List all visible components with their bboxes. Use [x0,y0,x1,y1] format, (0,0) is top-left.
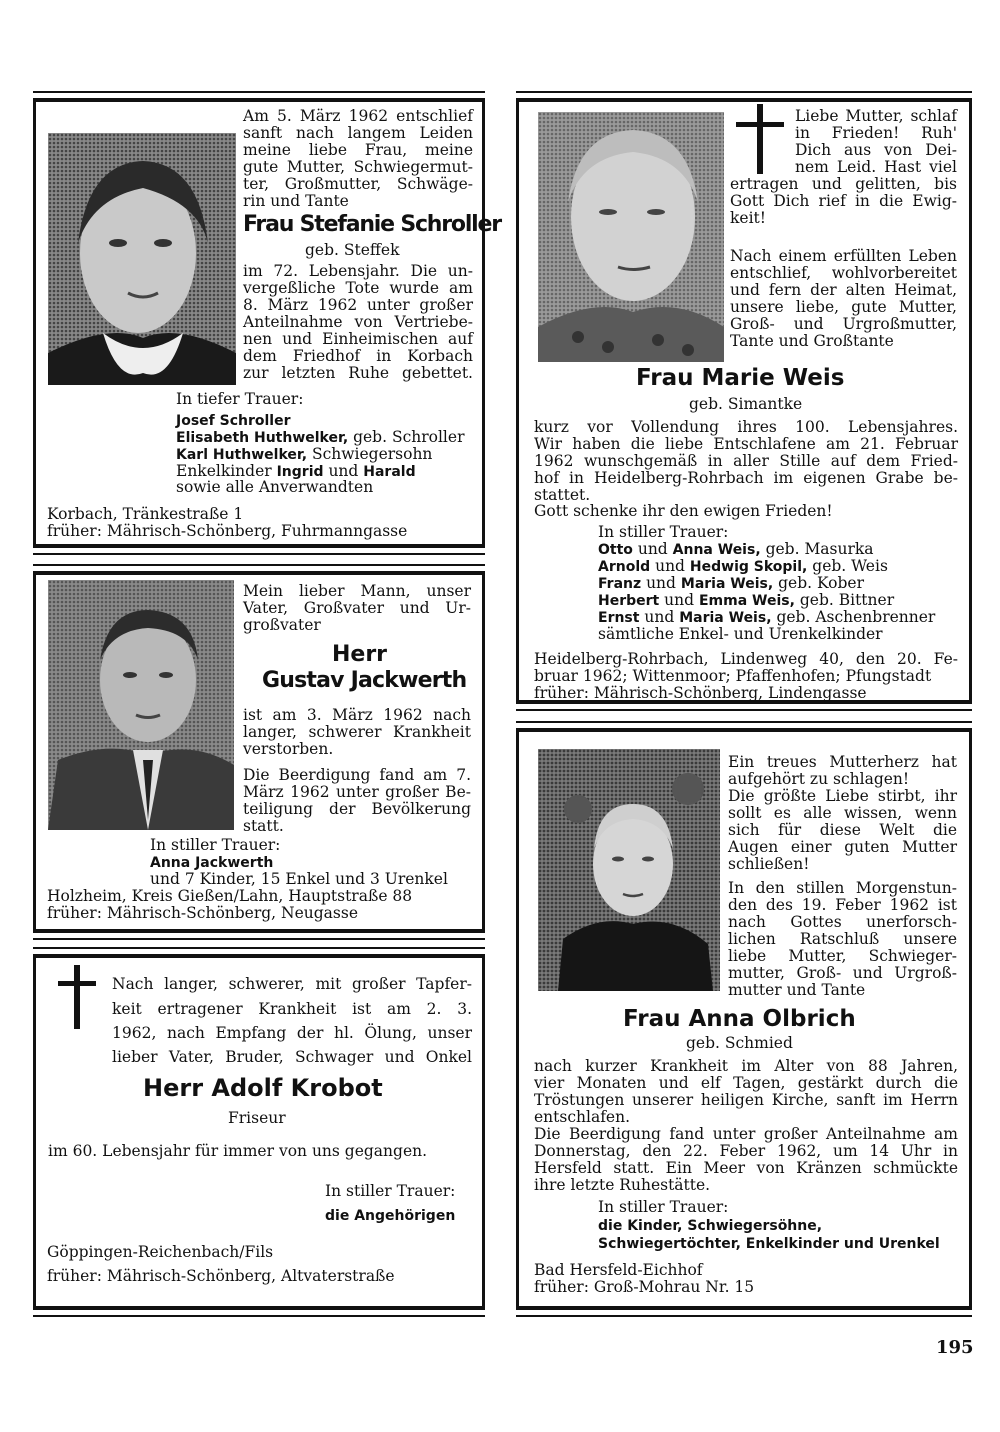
mourner-text: Enkelkinder [176,462,277,480]
intro-line: Die größte Liebe stirbt, ihr [728,787,957,805]
mourner-name: Anna Weis, [672,542,761,558]
intro-line: entschlief, wohlvorbereitet [730,264,957,282]
mourner: Josef Schroller [176,413,291,429]
intro-line: mutter, Groß- und Urgroß- [728,964,957,982]
intro-line: aufgehört zu schlagen! [728,770,910,788]
former-address: früher: Groß-Mohrau Nr. 15 [534,1278,755,1296]
detail-line: stattet. [534,486,591,504]
intro-line: sanft nach langem Leiden [243,124,473,142]
mourner-name: Otto [598,542,633,558]
former-address: früher: Mährisch-Schönberg, Altvaterstraße [47,1267,395,1285]
deceased-name: Frau Anna Olbrich [623,1006,856,1032]
detail-line: hof in Heidelberg-Rohrbach im eigenen Grabe be- [534,469,958,487]
mourner-name: Arnold [598,559,651,575]
funeral-line: Die Beerdigung fand am 7. [243,766,471,784]
cross-icon [736,104,784,174]
mourner-name: Maria Weis, [680,576,774,592]
mourner-name: Elisabeth Huthwelker, [176,430,349,446]
intro-line: ter, Großmutter, Schwäge- [243,175,473,193]
detail-line: Anteilnahme von Vertriebe- [243,313,473,331]
intro-line: nach Gottes unerforsch- [728,913,957,931]
intro-line: Nach langer, schwerer, mit großer Tapfer- [112,975,472,993]
detail-line: Tröstungen unserer heiligen Kirche, sanft im Herrn [534,1091,958,1109]
mourner-relation: geb. Kober [773,574,864,592]
birth-name: geb. Simantke [689,395,803,413]
detail-line: nach kurzer Krankheit im Alter von 88 Jahren, [534,1057,958,1075]
verse-line: nem Leid. Hast viel [795,158,957,176]
mourner-name: Herbert [598,593,660,609]
mourning-header: In stiller Trauer: [325,1182,456,1200]
funeral-line: Die Beerdigung fand unter großer Anteilnahme am [534,1125,958,1143]
intro-line: lieber Vater, Bruder, Schwager und Onkel [112,1048,472,1066]
mourner-name: Emma Weis, [698,593,795,609]
intro-line: schließen! [728,855,810,873]
blessing: Gott schenke ihr den ewigen Frieden! [534,502,833,520]
intro-line: den des 19. Feber 1962 ist [728,896,957,914]
intro-line: Nach einem erfüllten Leben [730,247,957,265]
mourner-name: Harald [363,464,416,480]
mourner [598,558,888,576]
mourner-name: Ernst [598,610,640,626]
detail-line: nen und Einheimischen auf [243,330,473,348]
mourner [598,575,864,593]
detail-line: entschlafen. [534,1108,631,1126]
verse-line: Liebe Mutter, schlaf [795,107,957,125]
page-number: 195 [936,1337,974,1358]
detail-line: dem Friedhof in Korbach [243,347,473,365]
address: Korbach, Tränkestraße 1 [47,505,244,523]
verse-line: Dich aus von Dei- [795,141,957,159]
portrait-photo-schroller [48,133,236,385]
mourner-name: Hedwig Skopil, [689,559,808,575]
deceased-name: Gustav Jackwerth [262,668,467,693]
mourner-text: und [650,557,690,575]
verse-line: Gott Dich rief in die Ewig- [730,192,957,210]
intro-line: In den stillen Morgenstun- [728,879,957,897]
address: Holzheim, Kreis Gießen/Lahn, Hauptstraße 88 [47,887,413,905]
intro-line: Vater, Großvater und Ur- [243,599,471,617]
intro-line: Am 5. März 1962 entschlief [243,107,473,125]
detail-line: im 60. Lebensjahr für immer von uns gegangen. [48,1142,428,1160]
intro-line: liebe Mutter, Schwieger- [728,947,957,965]
former-address: früher: Mährisch-Schönberg, Neugasse [47,904,358,922]
mourner-name: Ingrid [276,464,324,480]
intro-line: großvater [243,616,321,634]
mourner-name: Franz [598,576,642,592]
profession: Friseur [228,1109,286,1127]
deceased-name: Frau Stefanie Schroller [243,212,501,237]
intro-line: Groß- und Urgroßmutter, [730,315,957,333]
mourner [598,609,935,627]
portrait-photo-jackwerth [48,580,234,830]
detail-line: verstorben. [243,740,334,758]
funeral-line: März 1962 unter großer Be- [243,783,471,801]
mourner-relation: geb. Bittner [794,591,895,609]
mourner: sowie alle Anverwandten [176,478,374,496]
mourning-header: In tiefer Trauer: [176,390,304,408]
mourner: Anna Jackwerth [150,855,274,871]
detail-line: 8. März 1962 unter großer [243,296,473,314]
detail-line: ist am 3. März 1962 nach [243,706,471,724]
mourner: sämtliche Enkel- und Urenkelkinder [598,625,883,643]
mourner-name: Karl Huthwelker, [176,447,308,463]
intro-line: keit ertragener Krankheit ist am 2. 3. [112,1000,472,1018]
address: bruar 1962; Wittenmoor; Pfaffenhofen; Pfungstadt [534,667,932,685]
mourner-name: Maria Weis, [679,610,772,626]
funeral-line: Hersfeld statt. Ein Meer von Kränzen schmückte [534,1159,958,1177]
intro-line: Mein lieber Mann, unser [243,582,471,600]
intro-line: gute Mutter, Schwiegermut- [243,158,473,176]
mourner: die Kinder, Schwiegersöhne, [598,1218,823,1234]
mourner-text: und [659,591,699,609]
deceased-name: Frau Marie Weis [636,365,845,391]
detail-line: im 72. Lebensjahr. Die un- [243,262,473,280]
intro-line: rin und Tante [243,192,349,210]
funeral-line: statt. [243,817,284,835]
detail-line: kurz vor Vollendung ihres 100. Lebensjahres. [534,418,958,436]
mourning-header: In stiller Trauer: [598,1198,729,1216]
intro-line: und fern der alten Heimat, [730,281,957,299]
mourner [176,429,464,447]
intro-line: sollt es alle wissen, wenn [728,804,957,822]
mourner-text: und [323,462,364,480]
mourner [598,541,874,559]
deceased-name: Herr Adolf Krobot [143,1074,383,1102]
funeral-line: teiligung der Bevölkerung [243,800,471,818]
mourner: die Angehörigen [325,1208,456,1224]
intro-line: unsere liebe, gute Mutter, [730,298,957,316]
address: Göppingen-Reichenbach/Fils [47,1243,274,1261]
intro-line: lichen Ratschluß unsere [728,930,957,948]
funeral-line: Donnerstag, den 22. Feber 1962, um 14 Uhr in [534,1142,958,1160]
intro-line: meine liebe Frau, meine [243,141,473,159]
address: Bad Hersfeld-Eichhof [534,1261,703,1279]
verse-line: in Frieden! Ruh' [795,124,957,142]
detail-line: 1962 wunschgemäß in aller Stille auf dem Fried- [534,452,958,470]
mourner-relation: Schwiegersohn [307,445,433,463]
mourner-relation: geb. Aschenbrenner [771,608,936,626]
deceased-title: Herr [332,642,388,667]
mourner-relation: geb. Schroller [348,428,465,446]
former-address: früher: Mährisch-Schönberg, Lindengasse [534,684,867,702]
mourning-header: In stiller Trauer: [598,523,729,541]
portrait-photo-olbrich [538,749,720,991]
detail-line: langer, schwerer Krankheit [243,723,471,741]
intro-line: sich für diese Welt die [728,821,957,839]
portrait-photo-weis [538,112,724,362]
mourner: Schwiegertöchter, Enkelkinder und Urenkel [598,1236,940,1252]
mourner-relation: geb. Masurka [760,540,874,558]
mourner-relation: geb. Weis [807,557,888,575]
former-address: früher: Mährisch-Schönberg, Fuhrmanngasse [47,522,408,540]
intro-line: Tante und Großtante [730,332,894,350]
birth-name: geb. Steffek [305,241,400,259]
mourning-header: In stiller Trauer: [150,836,281,854]
intro-line: Ein treues Mutterherz hat [728,753,957,771]
intro-line: Augen einer guten Mutter [728,838,957,856]
mourner: und 7 Kinder, 15 Enkel und 3 Urenkel [150,870,448,888]
mourner-text: und [641,574,681,592]
intro-line: 1962, nach Empfang der hl. Ölung, unser [112,1024,472,1042]
mourner-text: und [639,608,680,626]
detail-line: vier Monaten und elf Tagen, gestärkt durch die [534,1074,958,1092]
address: Heidelberg-Rohrbach, Lindenweg 40, den 20. Fe- [534,650,958,668]
intro-line: mutter und Tante [728,981,866,999]
birth-name: geb. Schmied [686,1034,793,1052]
mourner [176,446,432,464]
cross-icon [58,965,96,1029]
funeral-line: ihre letzte Ruhestätte. [534,1176,711,1194]
detail-line: vergeßliche Tote wurde am [243,279,473,297]
verse-line: keit! [730,209,766,227]
detail-line: zur letzten Ruhe gebettet. [243,364,473,382]
mourner [598,592,894,610]
mourner-text: und [632,540,673,558]
detail-line: Wir haben die liebe Entschlafene am 21. Februar [534,435,958,453]
verse-line: ertragen und gelitten, bis [730,175,957,193]
